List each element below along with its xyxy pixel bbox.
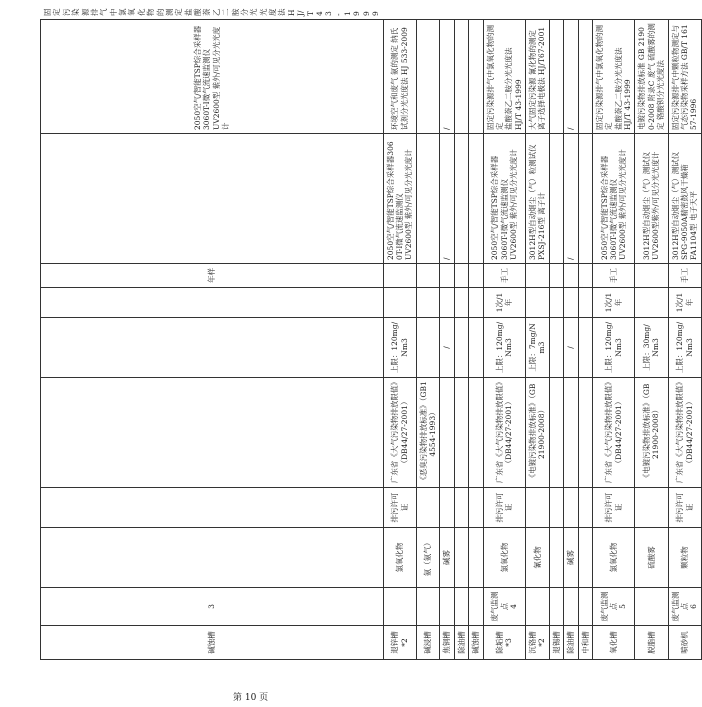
table-cell [416,134,440,264]
table-cell: 2050空气/智能TSP综合采样器 3060T-I微气流速监测仪 UV2600型 紫外/可见分光光度计 [483,134,526,264]
table-cell [469,588,483,626]
table-cell [549,134,563,264]
table-cell [454,134,468,264]
table-cell: 手工 [483,264,526,288]
table-cell [383,264,416,288]
table-cell: 3012H型自动烟尘（气）粒测试仪 PXSJ-216型 离子计 [526,134,550,264]
table-cell [578,264,592,288]
table-cell [469,528,483,588]
table-row [549,20,563,660]
table-cell: 固定污染源排气中氯氧化物的测定 盐酸萘乙二胺分光光度法 HJ/T 43-1999 [483,20,526,134]
table-cell: 废气监测点 4 [483,588,526,626]
table-row [592,20,635,660]
table-cell: 排污许可证 [592,488,635,528]
table-cell [526,288,550,318]
table-cell [526,264,550,288]
table-cell: 固定污染源排气中颗粒物测定与气态污染物采样方法 GB/T 16157-1996 [668,20,701,134]
table-cell [549,318,563,378]
table-cell [41,134,384,264]
table-cell: 大气固定污染源 氰化物的测定 离子选择电极法 HJ/T67-2001 [526,20,550,134]
page-number: 第 10 页 [233,693,269,703]
table-cell [454,378,468,488]
table-cell: 1次/1年 [592,288,635,318]
table-cell [526,488,550,528]
table-cell [564,288,578,318]
table-cell: 废气监测点 5 [592,588,635,626]
table-cell [578,20,592,134]
table-row [416,20,440,660]
table-cell [454,318,468,378]
table-row [668,20,701,660]
monitoring-table [40,8,702,660]
table-cell: 1次/1年 [668,288,701,318]
table-cell: 上限：7mg/Nm3 [526,318,550,378]
table-row [578,20,592,660]
table-cell: 废气监测点 6 [668,588,701,626]
table-cell [454,20,468,134]
table-cell [635,264,668,288]
table-cell [383,288,416,318]
table-cell [549,488,563,528]
table-cell [454,288,468,318]
table-cell [416,264,440,288]
table-cell [454,264,468,288]
table-cell [383,588,416,626]
table-cell [635,588,668,626]
table-cell: 固定污染源排气中氯氧化物的测定 盐酸萘乙二胺分光光度法 HJ/T 43-1999 [592,20,635,134]
table-body [41,8,702,660]
table-cell: 上限：120mg/Nm3 [483,318,526,378]
table-cell [635,288,668,318]
table-cell [41,318,384,378]
table-cell: 电镀污染物排放标准 GB 21900-2008 附录C 废气 硫酸雾的测定 铬酸钡分光光度法 [635,20,668,134]
table-cell: 喷砂机 [668,626,701,660]
table-cell: 上限：120mg/Nm3 [668,318,701,378]
table-cell: 《电镀污染物排放标准》（GB 21900-2008） [635,378,668,488]
table-cell [440,288,454,318]
table-cell [564,264,578,288]
table-cell: 碱雾 [440,528,454,588]
table-cell: 氰化物 [526,528,550,588]
table-row: 碱蚀槽 3 年样 2050空气/智能TSP综合采样器 3060T-I微气流速监测仪 UV2600型 紫外/可见分光光度计 固定污染源排气中氯氧化物的测定 盐酸萘乙二胺分光光度法 HJ/T 43-1999 [41,20,384,660]
table-cell: 沉铬槽 *2 [526,626,550,660]
table-row [469,20,483,660]
table-cell [549,378,563,488]
table-cell: 手工 [668,264,701,288]
table-cell: / [564,134,578,264]
table-cell [578,488,592,528]
table-cell [578,588,592,626]
table-cell: 3 [41,588,384,626]
table-cell: / [564,318,578,378]
table-cell: 碱雾 [564,528,578,588]
table-cell [469,264,483,288]
table-cell [578,528,592,588]
table-cell: 氨（氨气） [416,528,440,588]
table-cell [526,588,550,626]
table-cell [41,378,384,488]
table-cell [635,488,668,528]
table-cell: 碱蚀槽 [41,626,384,660]
table-cell [469,488,483,528]
table-cell [416,488,440,528]
table-cell [469,378,483,488]
table-cell: / [564,20,578,134]
table-row [526,20,550,660]
table-cell [440,378,454,488]
monitoring-table-rotated [40,8,699,660]
table-cell [578,134,592,264]
table-cell: 排污许可证 [668,488,701,528]
table-cell: 颗粒物 [668,528,701,588]
table-cell [454,528,468,588]
table-cell: 环境空气和废气 氨的测定 纳氏试剂分光光度法 HJ 533-2009 [383,20,416,134]
table-cell: 上限：120mg/Nm3 [383,318,416,378]
table-row [564,20,578,660]
table-cell [549,528,563,588]
table-cell [454,588,468,626]
table-cell [469,318,483,378]
table-cell: 2050空气/智能TSP综合采样器 3060T-I微气流速监测仪 UV2600型 紫外/可见分光光度计 [41,20,384,134]
table-cell [454,488,468,528]
table-cell: 广东省《大气污染物排放限值》（DB44/27-2001） [668,378,701,488]
table-cell [440,588,454,626]
table-cell: 氧化槽 [592,626,635,660]
table-cell: 上限：30mg/Nm3 [635,318,668,378]
table-cell [41,288,384,318]
table-row [454,20,468,660]
table-cell: 3012H型自动烟尘（气）测试仪 SPG-9050A精密鼓风干燥箱 FA1104型 电子天平 [668,134,701,264]
table-cell [469,288,483,318]
table-cell: 脱脂槽 [635,626,668,660]
table-cell [578,288,592,318]
table-cell [549,288,563,318]
table-cell [41,488,384,528]
table-cell [578,378,592,488]
table-cell: 2050空气/智能TSP综合采样器3060T-I微气流速监测仪 UV2600型 紫外/可见分光光度计 [383,134,416,264]
table-cell [578,318,592,378]
table-cell [440,488,454,528]
table-cell: 碱浸槽 [416,626,440,660]
table-cell: 2050空气/智能TSP综合采样器 3060T-I微气流速监测仪 UV2600型 紫外/可见分光光度计 [592,134,635,264]
table-cell: 焦铜槽 [440,626,454,660]
table-cell: 退锡槽 [549,626,563,660]
table-cell [416,288,440,318]
table-cell [564,588,578,626]
table-cell: / [440,134,454,264]
table-cell: 广东省《大气污染物排放限值》（DB44/27-2001） [592,378,635,488]
table-cell: 硫酸雾 [635,528,668,588]
table-cell: 碱蚀槽 [469,626,483,660]
table-cell [564,378,578,488]
table-row [383,20,416,660]
table-cell [549,20,563,134]
table-cell: 中和槽 [578,626,592,660]
table-row [483,20,526,660]
table-cell: / [440,20,454,134]
table-cell: 除油槽 [564,626,578,660]
table-cell: 排污许可证 [483,488,526,528]
table-cell: 手工 [592,264,635,288]
table-cell: 除垢槽 *3 [483,626,526,660]
table-cell [469,134,483,264]
table-cell [416,318,440,378]
table-cell: 广东省《大气污染物排放限值》（DB44/27-2001） [483,378,526,488]
table-cell: 年样 [41,264,384,288]
table-cell [469,20,483,134]
table-cell: 氯氧化物 [383,528,416,588]
table-cell: 上限：120mg/Nm3 [592,318,635,378]
table-cell: 除油槽 [454,626,468,660]
table-cell [41,528,384,588]
table-cell [416,588,440,626]
table-cell: 3012H型自动烟尘（气）测试仪 UV2600型紫外/可见分光光度计 [635,134,668,264]
table-row [440,20,454,660]
table-cell [440,264,454,288]
table-cell: 退锌槽 *2 [383,626,416,660]
table-cell: 1次/1年 [483,288,526,318]
table-cell [549,264,563,288]
table-cell: 《恶臭污染物排放标准》（GB14554-1993） [416,378,440,488]
table-row [635,20,668,660]
table-cell [549,588,563,626]
table-cell: 氯氧化物 [483,528,526,588]
table-cell [564,488,578,528]
table-cell: 广东省《大气污染物排放限值》（DB44/27-2001） [383,378,416,488]
table-cell: 《电镀污染物排放标准》（GB 21900-2008） [526,378,550,488]
table-cell: 氯氧化物 [592,528,635,588]
table-cell: / [440,318,454,378]
table-cell: 排污许可证 [383,488,416,528]
table-cell [416,20,440,134]
